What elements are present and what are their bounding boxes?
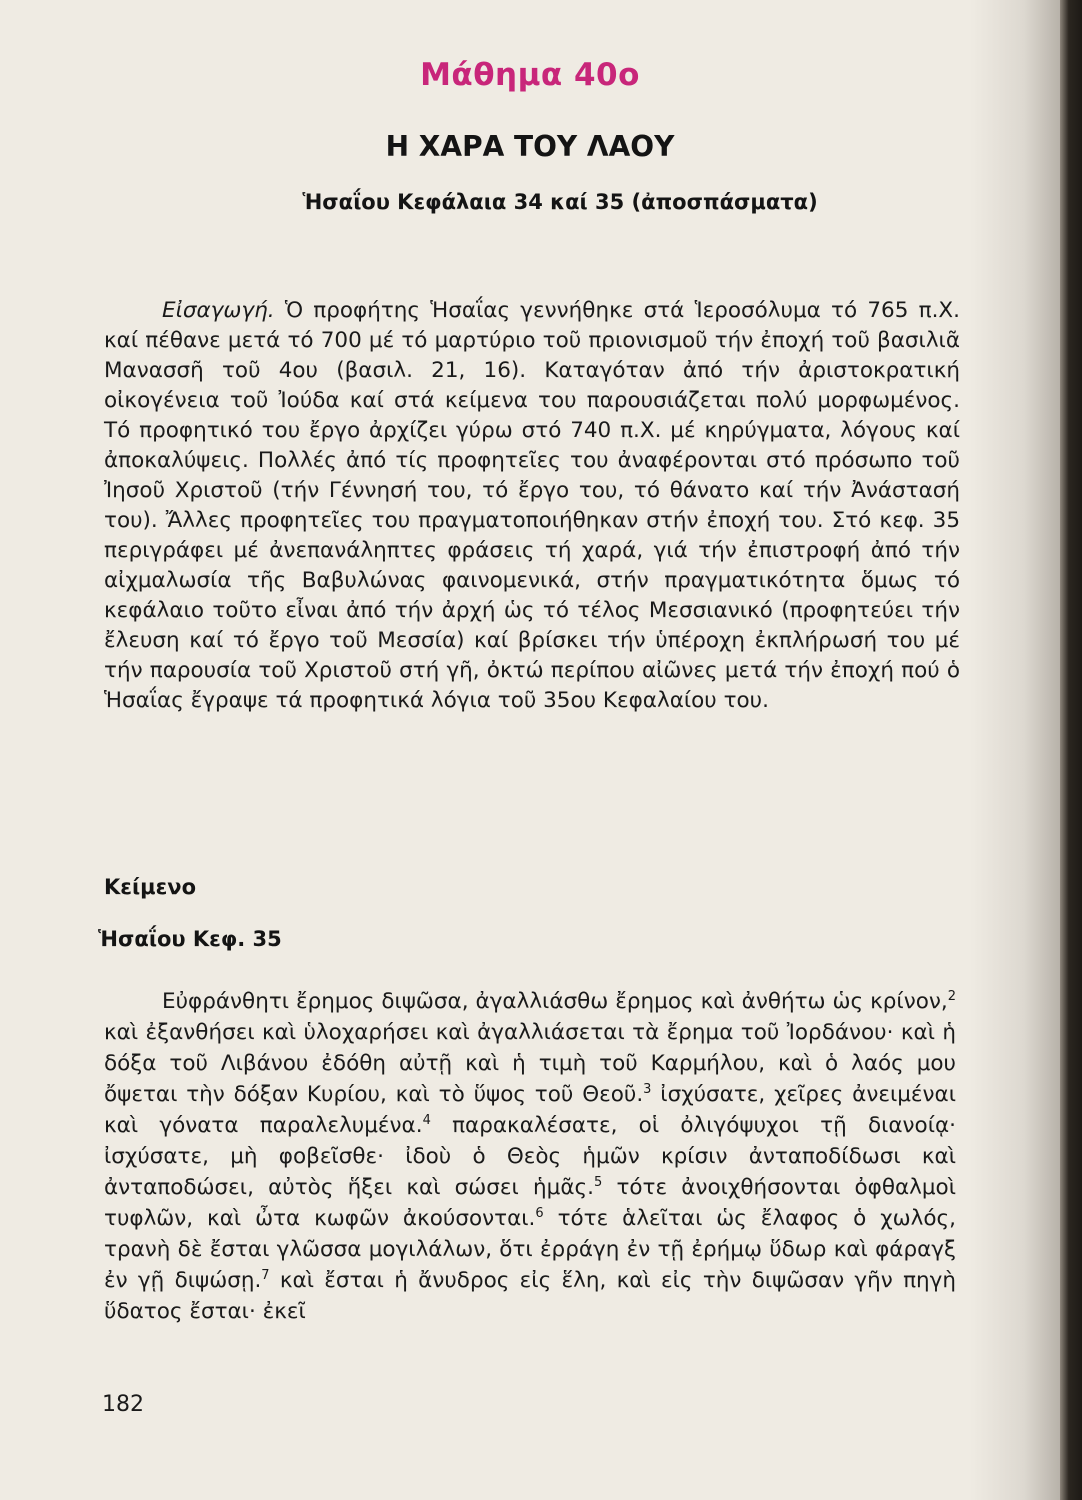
verse-number: 6 (535, 1205, 544, 1221)
verse-number: 3 (643, 1081, 652, 1097)
verse-5: τότε ἀνοιχθήσονται ὀφθαλμοὶ τυφλῶν, καὶ ὦτα κωφῶν ἀκούσονται. (104, 1175, 956, 1231)
verse-number: 2 (947, 988, 956, 1004)
introduction-text: Ὁ προφήτης Ἡσαΐας γεννήθηκε στά Ἱεροσόλυμα τό 765 π.Χ. καί πέθανε μετά τό 700 μέ τό μαρτύριο τοῦ πριονισμοῦ τήν ἐποχή τοῦ βασιλιᾶ Μανασσῆ τοῦ 4ου (βασιλ. 21, 16). Καταγόταν ἀπό τήν ἀριστοκρατική οἰκογένεια τοῦ Ἰούδα καί στά κείμενα του παρουσιάζεται πολύ μορφωμένος. Τό προφητικό του ἔργο ἀρχίζει γύρω στό 740 π.Χ. μέ κηρύγματα, λόγους καί ἀποκαλύψεις. Πολλές ἀπό τίς προφητεῖες του ἀναφέρονται στό πρόσωπο τοῦ Ἰησοῦ Χριστοῦ (τήν Γέννησή του, τό ἔργο του, τό θάνατο καί τήν Ἀνάστασή του). Ἄλλες προφητεῖες του πραγματοποιήθηκαν στήν ἐποχή του. Στό κεφ. 35 περιγράφει μέ ἀνεπανάληπτες φράσεις τή χαρά, γιά τήν ἐπιστροφή ἀπό τήν αἰχμαλωσία τῆς Βαβυλώνας φαινομενικά, στήν πραγματικότητα ὅμως τό κεφάλαιο τοῦτο εἶναι ἀπό τήν ἀρχή ὡς τό τέλος Μεσσιανικό (προφητεύει τήν ἔλευση καί τό ἔργο τοῦ Μεσσία) καί βρίσκει τήν ὑπέροχη ἐκπλήρωσή του μέ τήν παρουσία τοῦ Χριστοῦ στή γῆ, ὀκτώ περίπου αἰῶνες μετά τήν ἐποχή πού ὁ Ἡσαΐας ἔγραψε τά προφητικά λόγια τοῦ 35ου Κεφαλαίου του. (104, 298, 960, 713)
page-number: 182 (102, 1392, 144, 1417)
verse-6: τότε ἁλεῖται ὡς ἔλαφος ὁ χωλός, τρανὴ δὲ ἔσται γλῶσσα μογιλάλων, ὅτι ἐρράγη ἐν τῇ ἐρήμῳ ὕδωρ καὶ φάραγξ ἐν γῇ διψώσῃ. (104, 1206, 956, 1293)
introduction-label: Εἰσαγωγή. (162, 298, 275, 323)
chapter-subtitle: Ἡσαΐου Κεφάλαια 34 καί 35 (ἀποσπάσματα) (302, 190, 818, 214)
introduction-paragraph (104, 296, 960, 716)
verse-1: Εὐφράνθητι ἔρημος διψῶσα, ἀγαλλιάσθω ἔρημος καὶ ἀνθήτω ὡς κρίνον, (162, 989, 948, 1014)
verse-number: 7 (261, 1267, 270, 1283)
verse-4: παρακαλέσατε, οἱ ὀλιγόψυχοι τῇ διανοίᾳ· ἰσχύσατε, μὴ φοβεῖσθε· ἰδοὺ ὁ Θεὸς ἡμῶν κρίσιν ἀνταποδίδωσι καὶ ἀνταποδώσει, αὐτὸς ἥξει καὶ σώσει ἡμᾶς. (104, 1113, 956, 1200)
verse-number: 5 (593, 1174, 603, 1190)
scripture-passage (104, 986, 956, 1327)
text-section-heading: Κείμενο (104, 875, 197, 899)
page-title: Η ΧΑΡΑ ΤΟΥ ΛΑΟΥ (385, 130, 675, 163)
scripture-reference: Ἡσαΐου Κεφ. 35 (98, 927, 282, 951)
verse-2: καὶ ἐξανθήσει καὶ ὑλοχαρήσει καὶ ἀγαλλιάσεται τὰ ἔρημα τοῦ Ἰορδάνου· καὶ ἡ δόξα τοῦ Λιβάνου ἐδόθη αὐτῇ καὶ ἡ τιμὴ τοῦ Καρμήλου, καὶ ὁ λαός μου ὄψεται τὴν δόξαν Κυρίου, καὶ τὸ ὕψος τοῦ Θεοῦ. (104, 1020, 956, 1107)
verse-7: καὶ ἔσται ἡ ἄνυδρος εἰς ἕλη, καὶ εἰς τὴν διψῶσαν γῆν πηγὴ ὕδατος ἔσται· ἐκεῖ (104, 1268, 957, 1324)
verse-number: 4 (422, 1112, 431, 1128)
page-edge-shadow (970, 0, 1060, 1500)
lesson-title: Μάθημα 40ο (420, 57, 640, 93)
verse-3: ἰσχύσατε, χεῖρες ἀνειμέναι καὶ γόνατα παραλελυμένα. (104, 1082, 956, 1138)
book-spine (1060, 0, 1082, 1500)
